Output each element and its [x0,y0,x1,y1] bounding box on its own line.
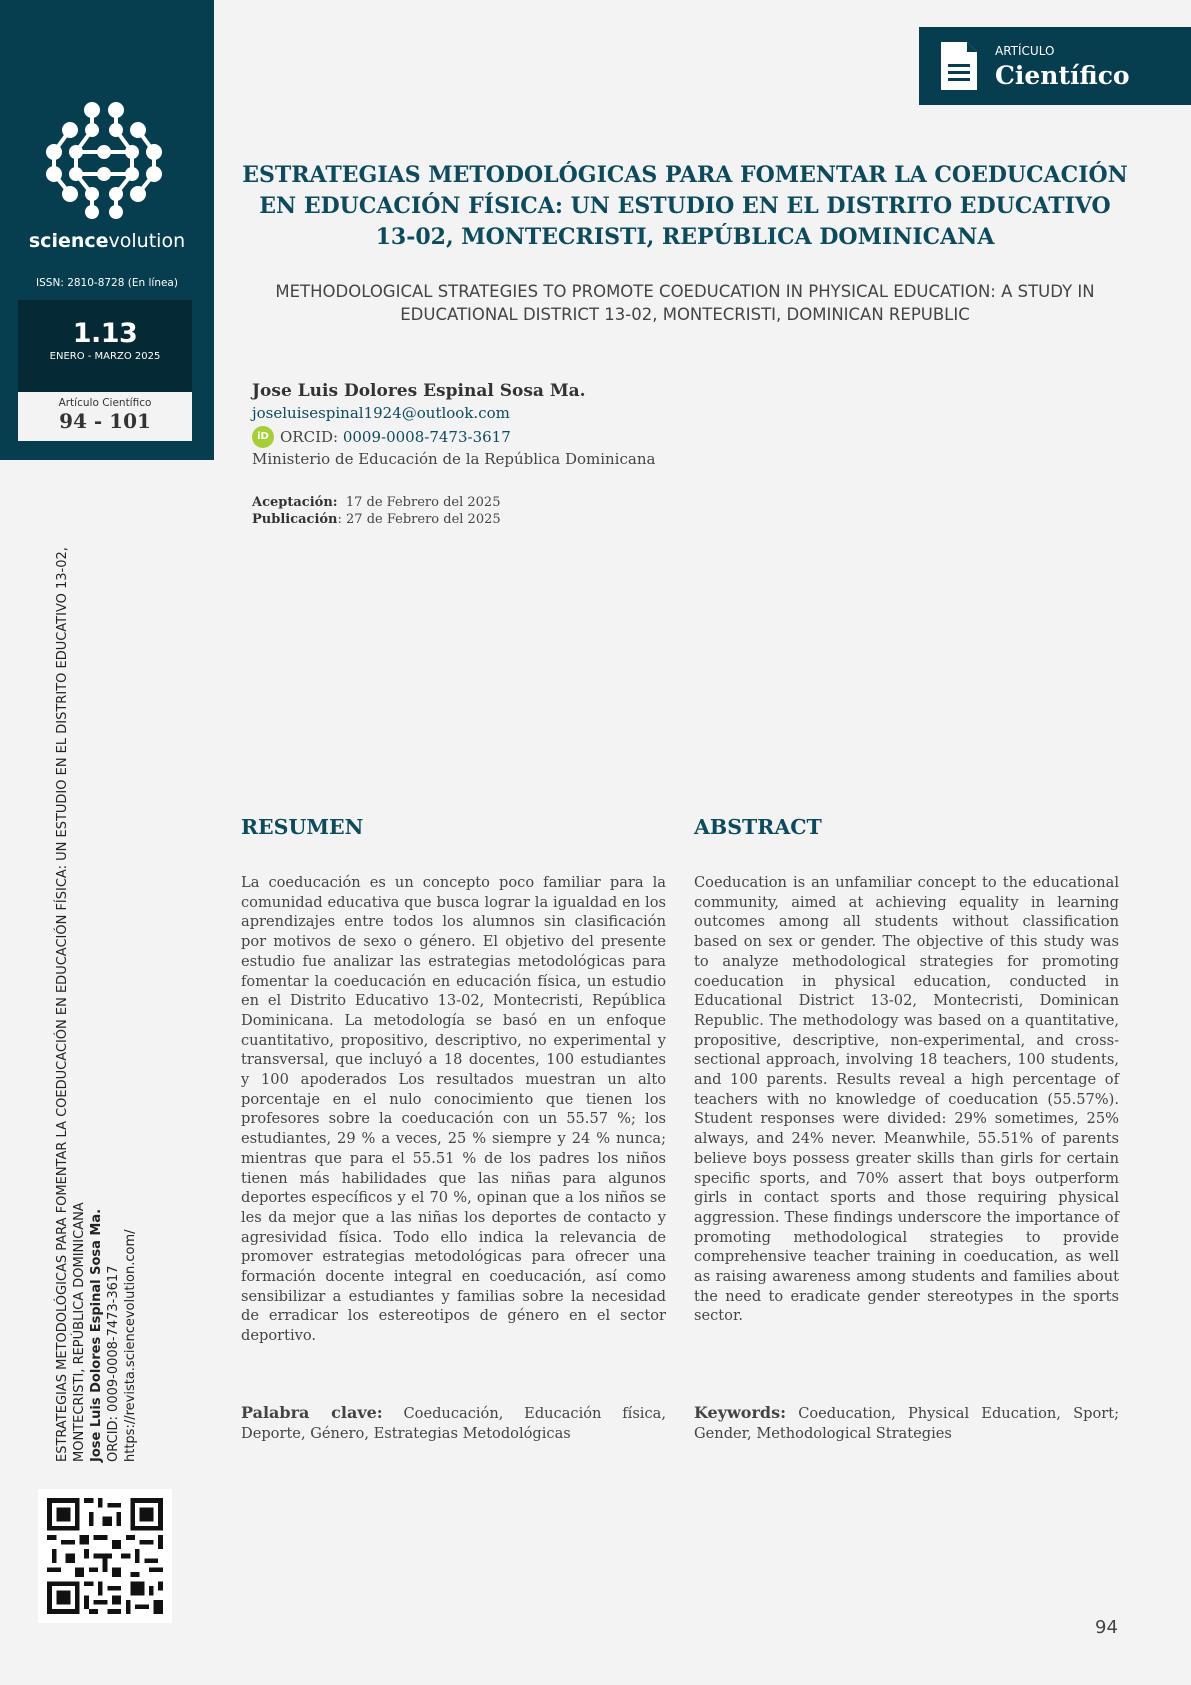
resumen-keywords: Palabra clave: Coeducación, Educación física, Deporte, Género, Estrategias Metodológicas [241,1403,666,1442]
pages-range: 94 - 101 [59,409,151,433]
author-affiliation: Ministerio de Educación de la República Dominicana [252,450,656,468]
orcid-label: ORCID: [280,428,343,446]
article-type-badge [919,27,1191,105]
vertical-title: ESTRATEGIAS METODOLÓGICAS PARA FOMENTAR LA COEDUCACIÓN EN EDUCACIÓN FÍSICA: UN ESTUDIO EN EL DISTRITO EDUCATIVO 13-02, MONTECRISTI, REPÚBLICA DOMINICANA [55,547,87,1462]
abstract-section [694,815,1119,1326]
abstract-keywords: Keywords: Coeducation, Physical Education, Sport; Gender, Methodological Strategies [694,1403,1119,1442]
document-icon [939,40,979,92]
resumen-section [241,815,666,1346]
orcid-line [252,426,852,448]
journal-sidebar [0,0,214,460]
author-email-link[interactable]: joseluisespinal1924@outlook.com [252,404,510,422]
orcid-link[interactable]: 0009-0008-7473-3617 [342,428,511,446]
author-name: Jose Luis Dolores Espinal Sosa Ma. [252,381,586,401]
vertical-url[interactable]: https://revista.sciencevolution.com/ [123,1229,138,1462]
brand-name: sciencevolution [28,230,186,252]
pages-box [18,392,192,441]
vertical-citation [54,502,139,1462]
volume-number: 1.13 [72,318,138,349]
issn: ISSN: 2810-8728 (En línea) [36,277,178,289]
page-number: 94 [1095,1617,1118,1638]
vertical-author: Jose Luis Dolores Espinal Sosa Ma. [89,1208,104,1462]
badge-kicker: ARTÍCULO [995,44,1055,58]
author-block [252,380,852,470]
article-subtitle: METHODOLOGICAL STRATEGIES TO PROMOTE COEDUCATION IN PHYSICAL EDUCATION: A STUDY IN EDUCATIONAL DISTRICT 13-02, MONTECRISTI, DOMINICAN REPUBLIC [275,282,1095,324]
volume-box [18,300,192,392]
abstract-body: Coeducation is an unfamiliar concept to the educational community, aimed at achieving equality in learning outcomes among all students without classification based on sex or gender. The objective of this study was to analyze methodological strategies for promoting coeducation in physical education, conducted in Educational District 13-02, Montecristi, Dominican Republic. The methodology was based on a quantitative, propositive, descriptive, non-experimental, and cross-sectional approach, involving 18 teachers, 100 students, and 100 parents. Results reveal a high percentage of teachers with no knowledge of coeducation (55.57%). Student responses were divided: 29% sometimes, 25% always, and 24% never. Meanwhile, 55.51% of parents believe boys possess greater skills than girls for certain specific sports, and 70% assert that boys outperform girls in contact sports and those requiring physical aggression. These findings underscore the importance of promoting methodological strategies to provide comprehensive teacher training in coeducation, as well as raising awareness among students and families about the need to eradicate gender stereotypes in the sports sector. [694,874,1119,1325]
vertical-orcid: ORCID: 0009-0008-7473-3617 [106,1265,121,1462]
qr-code-icon [38,1489,172,1623]
badge-title: Científico [995,61,1130,90]
acceptance-date: Aceptación: 17 de Febrero del 2025 [252,495,501,510]
volume-period: ENERO - MARZO 2025 [49,351,161,362]
sciencevolution-logo-icon [44,100,164,220]
orcid-icon: iD [252,426,274,448]
dates-block [252,494,501,528]
resumen-heading: RESUMEN [241,815,364,839]
abstract-heading: ABSTRACT [694,815,822,839]
resumen-body: La coeducación es un concepto poco familiar para la comunidad educativa que busca lograr la igualdad en los aprendizajes entre todos los alumnos sin clasificación por motivos de sexo o género. El objetivo del presente estudio fue analizar las estrategias metodológicas para fomentar la coeducación en educación física, un estudio en el Distrito Educativo 13-02, Montecristi, República Dominicana. La metodología se basó en un enfoque cuantitativo, propositivo, descriptivo, no experimental y transversal, que incluyó a 18 docentes, 100 estudiantes y 100 apoderados Los resultados muestran un alto porcentaje en el nulo conocimiento que tienen los profesores sobre la coeducación con un 55.57 %; los estudiantes, 29 % a veces, 25 % siempre y 24 % nunca; mientras que para el 55.51 % de los padres los niños tienen más habilidades que las niñas para algunos deportes específicos y el 70 %, opinan que a los niños se les da mejor que a las niñas los deportes de contacto y agresividad física. Todo ello indica la relevancia de promover estrategias metodológicas para ofrecer una formación docente integral en coeducación, así como sensibilizar a estudiantes y familias sobre la necesidad de erradicar los estereotipos de género en el sector deportivo. [241,874,666,1345]
publication-date: Publicación: 27 de Febrero del 2025 [252,512,501,527]
pages-label: Artículo Científico [58,397,152,409]
article-title: ESTRATEGIAS METODOLÓGICAS PARA FOMENTAR LA COEDUCACIÓN EN EDUCACIÓN FÍSICA: UN ESTUDIO EN EL DISTRITO EDUCATIVO 13-02, MONTECRISTI, REPÚBLICA DOMINICANA [242,162,1128,250]
